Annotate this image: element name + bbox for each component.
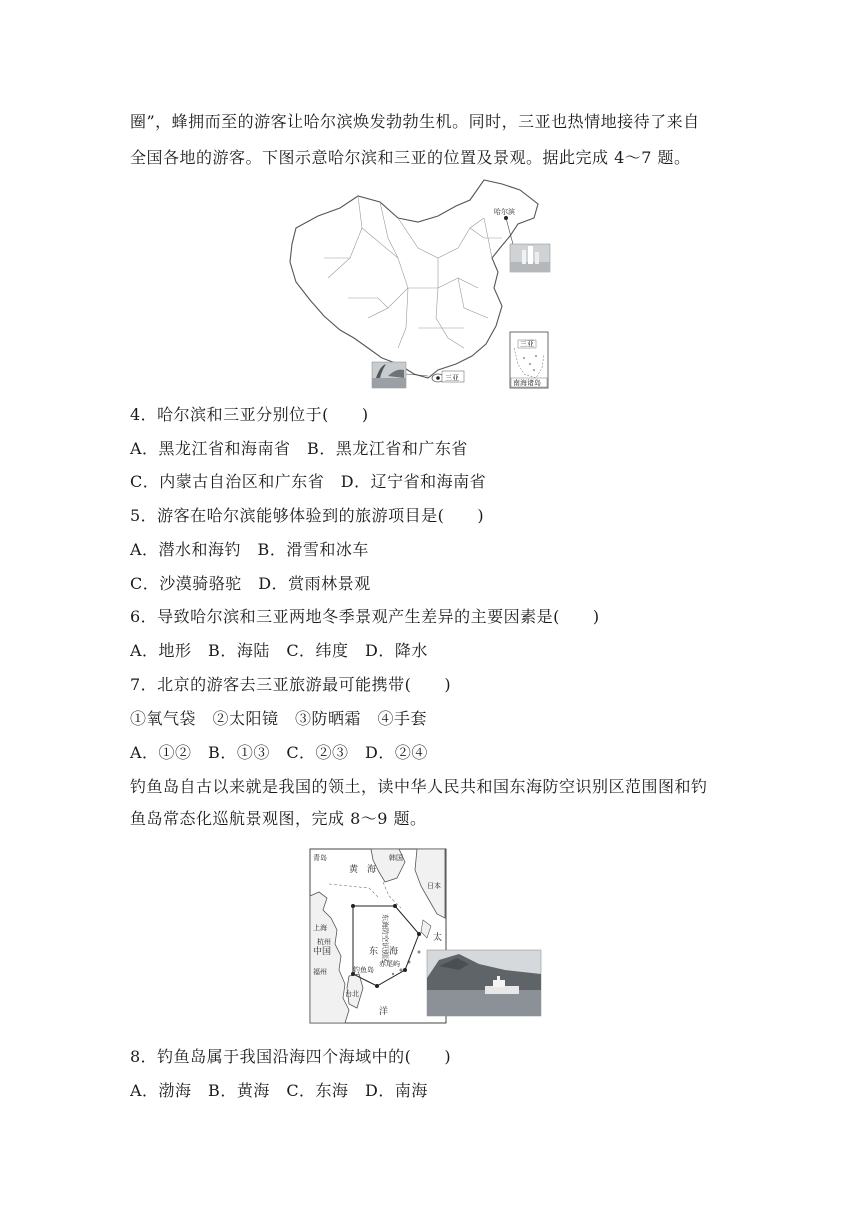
china-map-figure [288, 178, 552, 390]
hangzhou-label: 杭州 [317, 938, 331, 946]
shanghai-label: 上海 [313, 924, 327, 932]
east-sea-char-1: 东 [369, 947, 379, 957]
q4-stem: 4．哈尔滨和三亚分别位于( ) [130, 405, 369, 424]
diaoyu-label: 钓鱼岛 [353, 966, 374, 974]
diaoyu-patrol-photo [427, 950, 541, 1016]
adiz-label: 东海防空识别区 [381, 914, 389, 963]
intro2-line-1: 钓鱼岛自古以来就是我国的领土，读中华人民共和国东海防空识别区范围图和钓 [130, 777, 708, 796]
q7-options: A．①② B．①③ C．②③ D．②④ [130, 743, 428, 762]
sanya-marker [436, 376, 440, 380]
q5-stem: 5．游客在哈尔滨能够体验到的旅游项目是( ) [130, 506, 485, 525]
q6-options: A．地形 B．海陆 C．纬度 D．降水 [130, 641, 428, 660]
chiwei-label: 赤尾屿 [379, 960, 400, 968]
harbin-label: 哈尔滨 [494, 208, 515, 216]
intro-line-1: 圈”，蜂拥而至的游客让哈尔滨焕发勃勃生机。同时，三亚也热情地接待了来自 [130, 112, 700, 131]
intro2-line-2: 鱼岛常态化巡航景观图，完成 8～9 题。 [130, 809, 427, 828]
qingdao-label: 青岛 [313, 854, 327, 862]
inset-sanya-label: 三亚 [520, 340, 534, 348]
q8-stem: 8．钓鱼岛属于我国沿海四个海域中的( ) [130, 1047, 452, 1066]
korea-label: 韩国 [389, 854, 403, 862]
south-china-sea-inset [510, 332, 548, 388]
east-china-sea-figure [309, 848, 543, 1024]
china-label: 中国 [313, 947, 332, 957]
q8-options: A．渤海 B．黄海 C．东海 D．南海 [130, 1081, 428, 1100]
sanya-label: 三亚 [445, 374, 459, 382]
pacific-char-3: 洋 [379, 1007, 389, 1017]
inset-caption: 南海诸岛 [513, 379, 541, 387]
yellow-sea-char-2: 海 [367, 865, 377, 875]
pacific-char-1: 太 [433, 933, 443, 943]
q6-stem: 6．导致哈尔滨和三亚两地冬季景观产生差异的主要因素是( ) [130, 607, 600, 626]
q5-options-row1: A．潜水和海钓 B．滑雪和冰车 [130, 540, 369, 559]
q7-items: ①氧气袋 ②太阳镜 ③防晒霜 ④手套 [130, 709, 428, 728]
intro-line-2: 全国各地的游客。下图示意哈尔滨和三亚的位置及景观。据此完成 4～7 题。 [130, 148, 691, 167]
taipei-label: 台北 [345, 990, 359, 998]
harbin-ice-photo [510, 244, 550, 272]
sanya-beach-photo [372, 362, 406, 388]
q5-options-row2: C．沙漠骑骆驼 D．赏雨林景观 [130, 574, 371, 593]
q7-stem: 7．北京的游客去三亚旅游最可能携带( ) [130, 675, 452, 694]
yellow-sea-char-1: 黄 [349, 865, 359, 875]
japan-label: 日本 [427, 882, 441, 890]
q4-options-row1: A．黑龙江省和海南省 B．黑龙江省和广东省 [130, 439, 468, 458]
q4-options-row2: C．内蒙古自治区和广东省 D．辽宁省和海南省 [130, 472, 487, 491]
east-sea-char-2: 海 [389, 947, 399, 957]
fuzhou-label: 福州 [313, 968, 327, 976]
